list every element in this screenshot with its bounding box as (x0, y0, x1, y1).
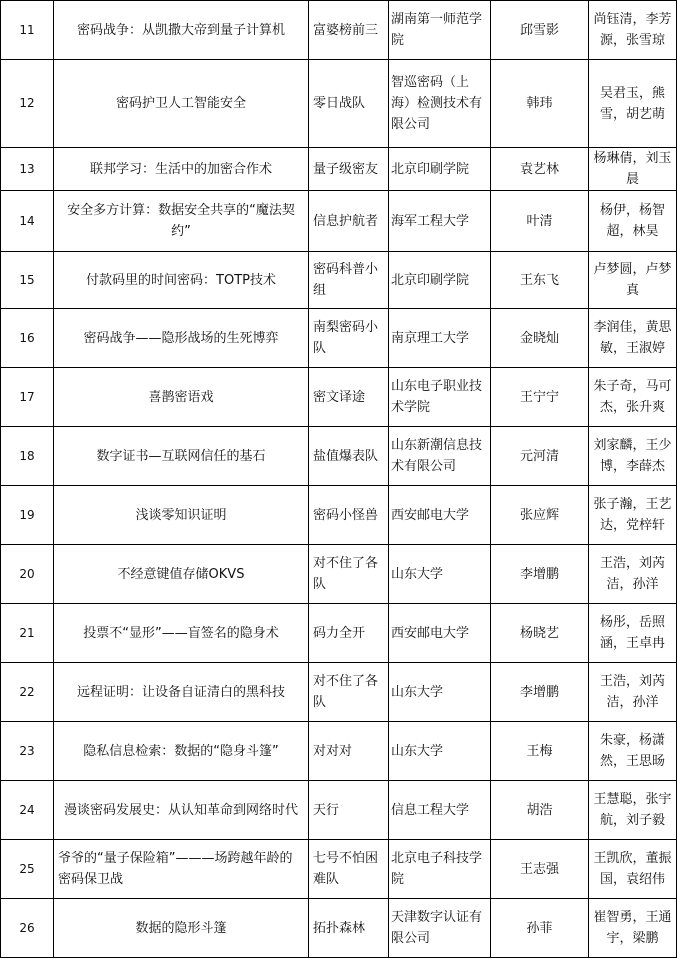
table-row (1, 722, 677, 781)
entry-number: 15 (1, 252, 54, 309)
entry-organization: 西安邮电大学 (389, 486, 491, 545)
entry-leader: 胡浩 (491, 781, 589, 840)
table-row (1, 148, 677, 191)
entry-members: 王浩，刘芮洁，孙洋 (589, 545, 677, 604)
entry-title: 爷爷的“量子保险箱”———场跨越年龄的密码保卫战 (54, 840, 309, 899)
entry-title: 密码战争——隐形战场的生死博弈 (54, 309, 309, 368)
entry-team: 码力全开 (309, 604, 389, 663)
entry-team: 拓扑森林 (309, 899, 389, 958)
entry-organization: 山东大学 (389, 545, 491, 604)
entry-number: 11 (1, 1, 54, 60)
table-row (1, 309, 677, 368)
entry-leader: 叶清 (491, 191, 589, 252)
entry-title: 安全多方计算：数据安全共享的“魔法契约” (54, 191, 309, 252)
entry-team: 盐值爆表队 (309, 427, 389, 486)
entry-leader: 王东飞 (491, 252, 589, 309)
table-row (1, 191, 677, 252)
entry-number: 14 (1, 191, 54, 252)
entry-members: 王浩，刘芮洁，孙洋 (589, 663, 677, 722)
entry-number: 13 (1, 148, 54, 191)
entry-organization: 西安邮电大学 (389, 604, 491, 663)
entry-team: 密文译途 (309, 368, 389, 427)
entry-leader: 孙菲 (491, 899, 589, 958)
entry-title: 隐私信息检索：数据的“隐身斗篷” (54, 722, 309, 781)
entry-leader: 王宁宁 (491, 368, 589, 427)
entry-leader: 元河清 (491, 427, 589, 486)
entry-members: 李润佳，黄思敏，王淑婷 (589, 309, 677, 368)
entry-leader: 王志强 (491, 840, 589, 899)
entry-number: 26 (1, 899, 54, 958)
entry-team: 量子级密友 (309, 148, 389, 191)
table-row (1, 545, 677, 604)
entry-members: 朱豪，杨潇然，王思旸 (589, 722, 677, 781)
entry-title: 投票不“显形”——盲签名的隐身术 (54, 604, 309, 663)
entry-team: 零日战队 (309, 60, 389, 148)
entry-organization: 天津数字认证有限公司 (389, 899, 491, 958)
entry-title: 付款码里的时间密码：TOTP技术 (54, 252, 309, 309)
entry-number: 20 (1, 545, 54, 604)
entry-members: 崔智勇，王通宇，梁鹏 (589, 899, 677, 958)
entry-team: 对不住了各队 (309, 545, 389, 604)
entry-team: 富婆榜前三 (309, 1, 389, 60)
entry-organization: 山东新潮信息技术有限公司 (389, 427, 491, 486)
entry-organization: 智巡密码（上海）检测技术有限公司 (389, 60, 491, 148)
entry-team: 对对对 (309, 722, 389, 781)
entry-number: 21 (1, 604, 54, 663)
entry-team: 密码科普小组 (309, 252, 389, 309)
entry-leader: 邱雪影 (491, 1, 589, 60)
entry-organization: 北京印刷学院 (389, 252, 491, 309)
entry-members: 杨彤，岳照涵，王卓冉 (589, 604, 677, 663)
entry-organization: 南京理工大学 (389, 309, 491, 368)
entry-team: 南梨密码小队 (309, 309, 389, 368)
entry-title: 联邦学习：生活中的加密合作术 (54, 148, 309, 191)
entry-organization: 北京印刷学院 (389, 148, 491, 191)
entry-members: 王慧聪，张宇航，刘子毅 (589, 781, 677, 840)
table-row (1, 252, 677, 309)
entry-title: 数据的隐形斗篷 (54, 899, 309, 958)
entry-members: 刘家麟，王少博，李薛杰 (589, 427, 677, 486)
entry-members: 杨琳倩，刘玉晨 (589, 148, 677, 191)
entry-organization: 海军工程大学 (389, 191, 491, 252)
entry-leader: 韩玮 (491, 60, 589, 148)
entry-number: 18 (1, 427, 54, 486)
entry-members: 卢梦圆，卢梦真 (589, 252, 677, 309)
entry-members: 王凯欣，董振国，袁绍伟 (589, 840, 677, 899)
entry-team: 七号不怕困难队 (309, 840, 389, 899)
entry-number: 22 (1, 663, 54, 722)
entry-organization: 山东大学 (389, 663, 491, 722)
entry-organization: 湖南第一师范学院 (389, 1, 491, 60)
entry-title: 远程证明：让设备自证清白的黑科技 (54, 663, 309, 722)
entry-title: 密码战争：从凯撒大帝到量子计算机 (54, 1, 309, 60)
entry-title: 不经意键值存储OKVS (54, 545, 309, 604)
entry-team: 天行 (309, 781, 389, 840)
entry-organization: 信息工程大学 (389, 781, 491, 840)
entry-number: 16 (1, 309, 54, 368)
table-row (1, 840, 677, 899)
entry-members: 张子瀚，王艺达，党梓轩 (589, 486, 677, 545)
entry-leader: 李增鹏 (491, 545, 589, 604)
table-row (1, 663, 677, 722)
entry-number: 25 (1, 840, 54, 899)
entry-members: 尚钰清，李芳源，张雪琼 (589, 1, 677, 60)
table-row (1, 1, 677, 60)
table-row (1, 486, 677, 545)
entry-team: 对不住了各队 (309, 663, 389, 722)
entry-organization: 山东大学 (389, 722, 491, 781)
entry-leader: 张应辉 (491, 486, 589, 545)
table-row (1, 427, 677, 486)
entry-title: 浅谈零知识证明 (54, 486, 309, 545)
entry-number: 17 (1, 368, 54, 427)
entry-organization: 山东电子职业技术学院 (389, 368, 491, 427)
entry-number: 24 (1, 781, 54, 840)
entry-leader: 李增鹏 (491, 663, 589, 722)
table-row (1, 781, 677, 840)
table-row (1, 60, 677, 148)
entry-number: 19 (1, 486, 54, 545)
entry-title: 漫谈密码发展史：从认知革命到网络时代 (54, 781, 309, 840)
table-row (1, 604, 677, 663)
entry-members: 吴君玉，熊雪，胡艺萌 (589, 60, 677, 148)
entry-leader: 金晓灿 (491, 309, 589, 368)
entries-table-body (1, 1, 677, 958)
entry-number: 12 (1, 60, 54, 148)
entry-title: 密码护卫人工智能安全 (54, 60, 309, 148)
entry-organization: 北京电子科技学院 (389, 840, 491, 899)
entry-title: 喜鹊密语戏 (54, 368, 309, 427)
entry-number: 23 (1, 722, 54, 781)
entry-team: 信息护航者 (309, 191, 389, 252)
entry-leader: 袁艺林 (491, 148, 589, 191)
table-row (1, 899, 677, 958)
table-row (1, 368, 677, 427)
entry-title: 数字证书—互联网信任的基石 (54, 427, 309, 486)
entry-leader: 王梅 (491, 722, 589, 781)
entry-members: 朱子奇，马可杰，张升爽 (589, 368, 677, 427)
entry-members: 杨伊，杨智超，林昊 (589, 191, 677, 252)
entry-team: 密码小怪兽 (309, 486, 389, 545)
entry-leader: 杨晓艺 (491, 604, 589, 663)
